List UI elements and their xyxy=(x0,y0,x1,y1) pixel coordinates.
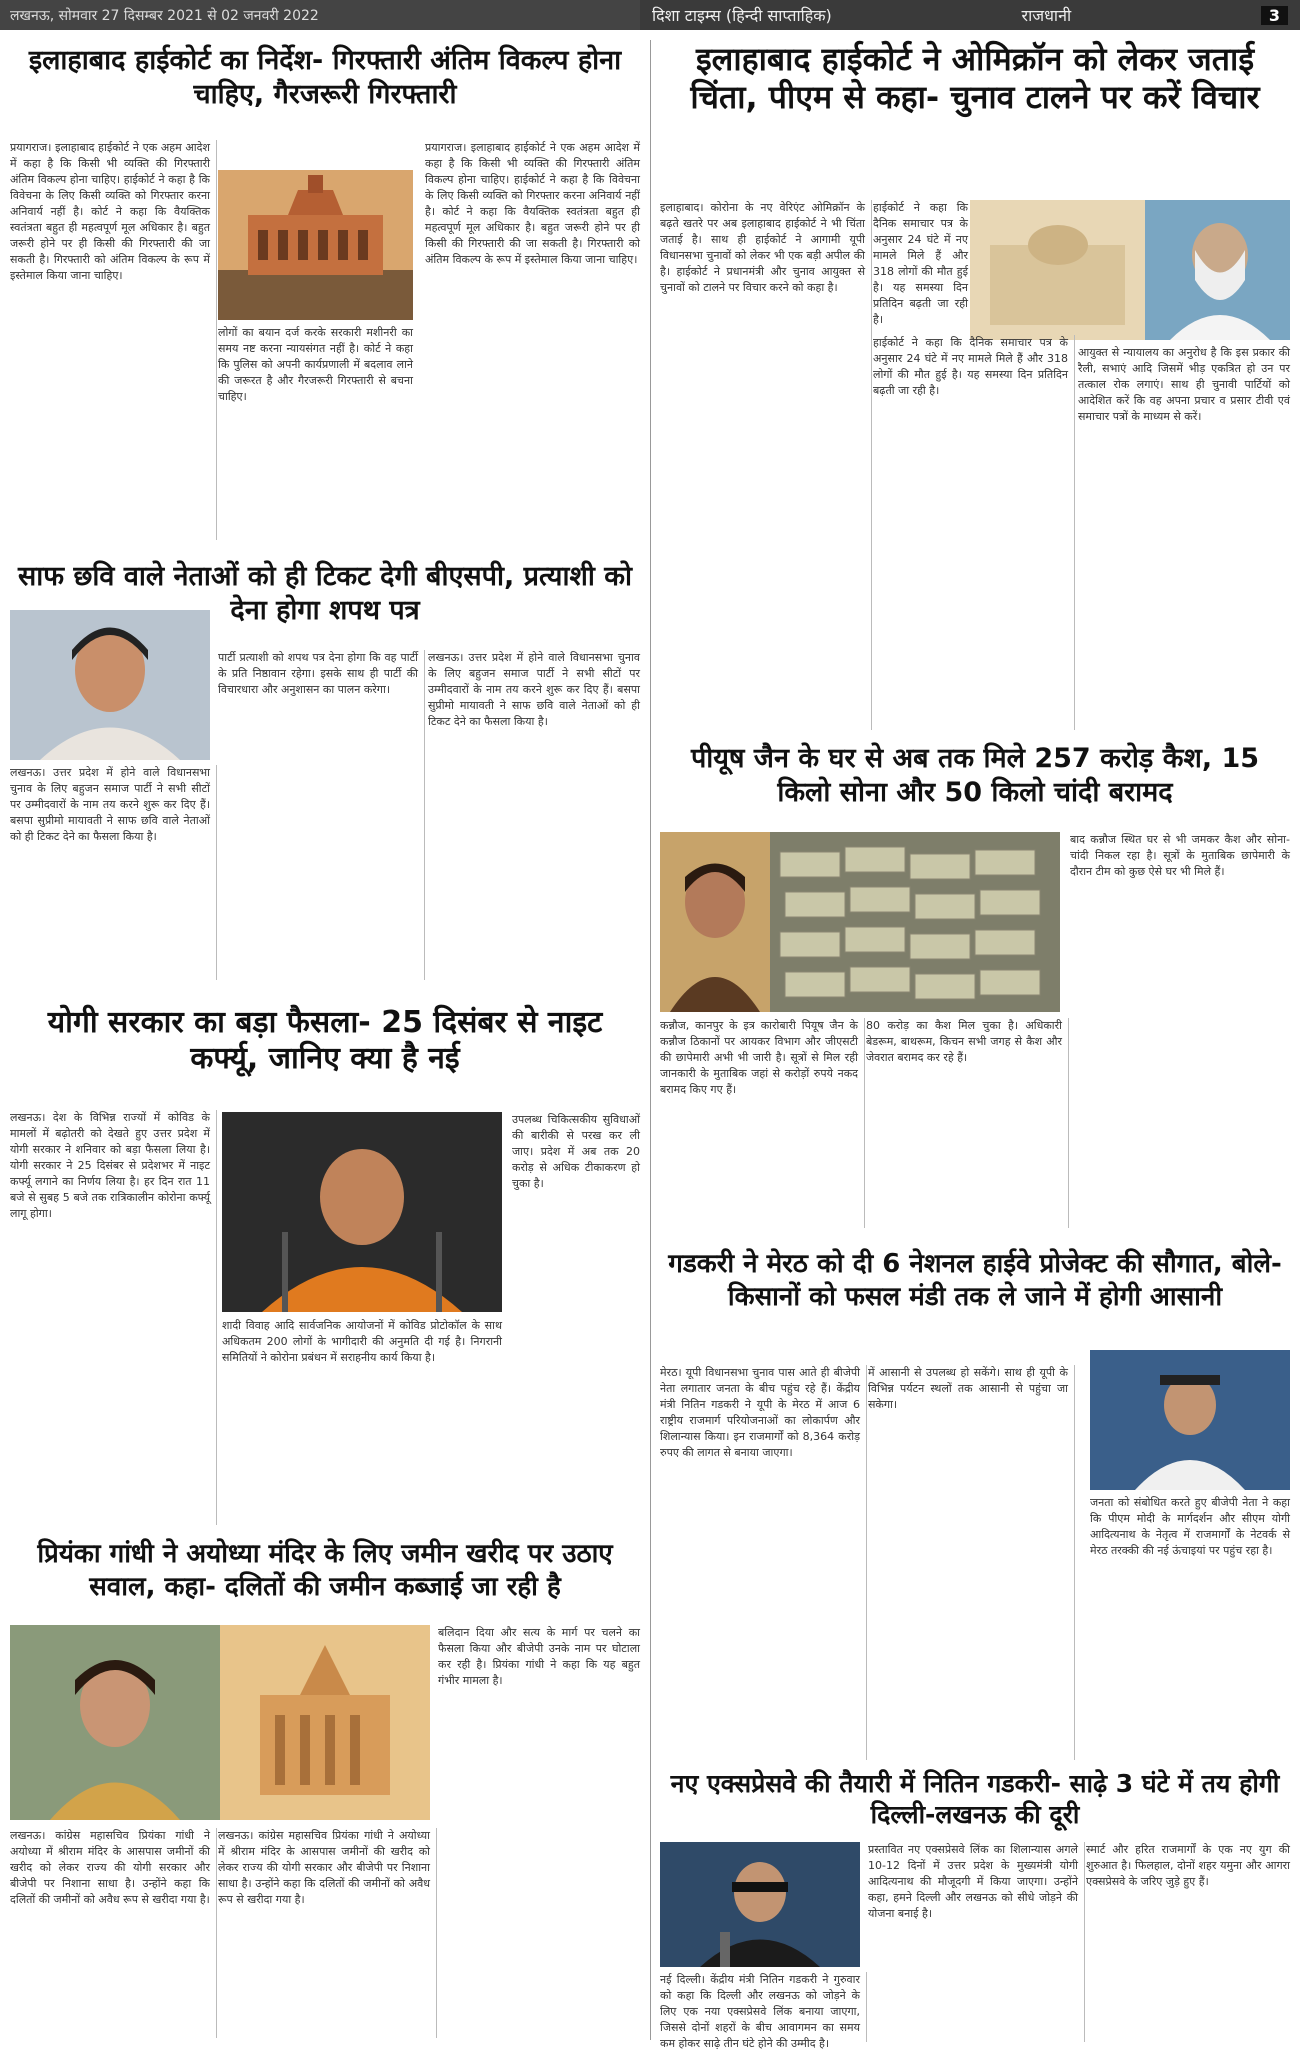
article-7-body-2: लखनऊ। कांग्रेस महासचिव प्रियंका गांधी ने अयोध्या में श्रीराम मंदिर के आसपास जमीनों की खरीद को लेकर राज्य की योगी सरकार और बीजेपी पर निशाना साधा है। उन्होंने कहा कि दलितों की जमीनों को अवैध रूप से खरीदा गया है। xyxy=(218,1828,437,2038)
gadkari-speech-image xyxy=(1090,1350,1290,1490)
article-4 xyxy=(660,742,1290,810)
article-6-body-3: जनता को संबोधित करते हुए बीजेपी नेता ने कहा कि पीएम मोदी के मार्गदर्शन और सीएम योगी आदित्यनाथ के नेतृत्व में राजमार्गों के नेटवर्क से मेरठ तरक्की की नई ऊंचाइयां पर पहुंच रहा है। xyxy=(1090,1496,1290,1557)
article-7-body-3: बलिदान दिया और सत्य के मार्ग पर चलने का फैसला किया और बीजेपी उनके नाम पर घोटाला कर रही है। प्रियंका गांधी ने कहा कि यह बहुत गंभीर मामला है। xyxy=(438,1626,640,1687)
article-2-body-4: आयुक्त से न्यायालय का अनुरोध है कि इस प्रकार की रैली, सभाएं आदि जिसमें भीड़ एकत्रित हो उन पर तत्काल रोक लगाएं। साथ ही चुनावी पार्टियों को आदेशित करें कि वह अपना प्रचार व प्रसार टीवी एवं समाचार पत्रों के माध्यम से करें। xyxy=(1078,346,1290,423)
masthead-date-bar xyxy=(0,0,640,30)
article-5-body-2: शादी विवाह आदि सार्वजनिक आयोजनों में कोविड प्रोटोकॉल के साथ अधिकतम 200 लोगों के भागीदारी की अनुमति दी गई है। निगरानी समितियों ने कोरोना प्रबंधन में सराहनीय कार्य किया है। xyxy=(222,1319,502,1364)
article-7-photo xyxy=(10,1625,430,1820)
article-6-photo xyxy=(1090,1350,1290,1490)
paper-name: दिशा टाइम्स (हिन्दी साप्ताहिक) xyxy=(652,6,832,25)
article-6-body-2: में आसानी से उपलब्ध हो सकेंगे। साथ ही यूपी के विभिन्न पर्यटन स्थलों तक आसानी से पहुंचा जा सकेगा। xyxy=(868,1365,1075,1760)
masthead-date: लखनऊ, सोमवार 27 दिसम्बर 2021 से 02 जनवरी 2022 xyxy=(10,8,319,24)
article-8-body: नई दिल्ली। केंद्रीय मंत्री नितिन गडकरी ने गुरुवार को कहा कि दिल्ली और लखनऊ को जोड़ने के लिए एक नया एक्सप्रेसवे लिंक बनाया जाएगा, जिससे दोनों शहरों के बीच आवागमन का समय कम होकर साढ़े तीन घंटे होने की उम्मीद है। xyxy=(660,1972,867,2042)
article-4-headline: पीयूष जैन के घर से अब तक मिले 257 करोड़ कैश, 15 किलो सोना और 50 किलो चांदी बरामद xyxy=(690,743,1260,808)
article-6 xyxy=(660,1248,1290,1313)
article-1-headline: इलाहाबाद हाईकोर्ट का निर्देश- गिरफ्तारी अंतिम विकल्प होना चाहिए, गैरजरूरी गिरफ्तारी xyxy=(28,45,622,110)
page-number: 3 xyxy=(1261,6,1288,25)
column-separator xyxy=(650,40,651,2040)
article-2 xyxy=(660,40,1290,117)
article-3-body-3: लखनऊ। उत्तर प्रदेश में होने वाले विधानसभा चुनाव के लिए बहुजन समाज पार्टी ने सभी सीटों पर उम्मीदवारों के नाम तय करने शुरू कर दिए हैं। बसपा सुप्रीमो मायावती ने साफ छवि वाले नेताओं को ही टिकट देने का फैसला किया है। xyxy=(428,651,640,728)
article-5-photo xyxy=(222,1112,502,1312)
article-7-body: लखनऊ। कांग्रेस महासचिव प्रियंका गांधी ने अयोध्या में श्रीराम मंदिर के आसपास जमीनों की खरीद को लेकर राज्य की योगी सरकार और बीजेपी पर निशाना साधा है। उन्होंने कहा कि दलितों की जमीनों को अवैध रूप से खरीदा गया है। xyxy=(10,1828,217,2038)
pm-and-court-image xyxy=(970,200,1290,340)
section-name: राजधानी xyxy=(1021,6,1072,25)
masthead-bar xyxy=(640,0,1300,30)
article-2-body: इलाहाबाद। कोरोना के नए वेरिएंट ओमिक्रॉन के बढ़ते खतरे पर अब इलाहाबाद हाईकोर्ट ने भी चिंता जताई है। साथ ही हाईकोर्ट ने आगामी यूपी विधानसभा चुनावों को लेकर भी एक बड़ी अपील की है। हाईकोर्ट ने प्रधानमंत्री और चुनाव आयुक्त से चुनावों को टालने पर विचार करने को कहा है। xyxy=(660,200,872,730)
article-1-body-2: लोगों का बयान दर्ज करके सरकारी मशीनरी का समय नष्ट करना न्यायसंगत नहीं है। कोर्ट ने कहा कि पुलिस को अपनी कार्यप्रणाली में बदलाव लाने की जरूरत है और गैरजरूरी गिरफ्तारी से बचना चाहिए। xyxy=(218,326,413,403)
article-2-headline: इलाहाबाद हाईकोर्ट ने ओमिक्रॉन को लेकर जताई चिंता, पीएम से कहा- चुनाव टालने पर करें विचार xyxy=(690,40,1260,117)
gadkari-portrait-image xyxy=(660,1842,860,1967)
article-1-photo xyxy=(218,170,413,320)
article-3-body-2: पार्टी प्रत्याशी को शपथ पत्र देना होगा कि वह पार्टी के प्रति निष्ठावान रहेगा। इसके साथ ही पार्टी की विचारधारा और अनुशासन का पालन करेगा। xyxy=(218,650,425,980)
article-8-headline: नए एक्सप्रेसवे की तैयारी में नितिन गडकरी- साढ़े 3 घंटे में तय होगी दिल्ली-लखनऊ की दूरी xyxy=(670,1769,1280,1830)
article-3-body: लखनऊ। उत्तर प्रदेश में होने वाले विधानसभा चुनाव के लिए बहुजन समाज पार्टी ने सभी सीटों पर उम्मीदवारों के नाम तय करने शुरू कर दिए हैं। बसपा सुप्रीमो मायावती ने साफ छवि वाले नेताओं को ही टिकट देने का फैसला किया है। xyxy=(10,765,217,980)
article-1 xyxy=(10,44,640,112)
article-5-body-3: उपलब्ध चिकित्सकीय सुविधाओं की बारीकी से परख कर ली जाए। प्रदेश में अब तक 20 करोड़ से अधिक टीकाकरण हो चुका है। xyxy=(512,1113,640,1190)
piyush-jain-cash-image xyxy=(660,832,1060,1012)
yogi-adityanath-image xyxy=(222,1112,502,1312)
article-6-body: मेरठ। यूपी विधानसभा चुनाव पास आते ही बीजेपी नेता लगातार जनता के बीच पहुंच रहे हैं। केंद्रीय मंत्री नितिन गडकरी ने यूपी के मेरठ में आज 6 राष्ट्रीय राजमार्ग परियोजनाओं का लोकार्पण और शिलान्यास किया। इन राजमार्गों को 8,364 करोड़ रुपए की लागत से बनाया जाएगा। xyxy=(660,1365,867,1760)
mayawati-portrait-image xyxy=(10,610,210,760)
article-2-photo xyxy=(970,200,1290,340)
article-8 xyxy=(660,1768,1290,1831)
article-1-body-3: प्रयागराज। इलाहाबाद हाईकोर्ट ने एक अहम आदेश में कहा है कि किसी भी व्यक्ति की गिरफ्तारी अंतिम विकल्प होना चाहिए। हाईकोर्ट ने कहा है कि विवेचना के लिए किसी व्यक्ति को गिरफ्तार करना अनिवार्य नहीं है। कोर्ट ने कहा कि वैयक्तिक स्वतंत्रता बहुत ही महत्वपूर्ण मूल अधिकार है। बहुत जरूरी होने पर ही किसी की गिरफ्तारी की जा सकती है। गिरफ्तारी को अंतिम विकल्प के रूप में इस्तेमाल किया जाना चाहिए। xyxy=(425,141,640,266)
priyanka-ayodhya-image xyxy=(10,1625,430,1820)
high-court-building-image xyxy=(218,170,413,320)
article-5-headline: योगी सरकार का बड़ा फैसला- 25 दिसंबर से नाइट कर्फ्यू, जानिए क्या है नई xyxy=(47,1005,603,1076)
article-2-body-2: हाईकोर्ट ने कहा कि दैनिक समाचार पत्र के अनुसार 24 घंटे में नए मामले मिले हैं और 318 लोगों की मौत हुई है। यह समस्या दिन प्रतिदिन बढ़ती जा रही है। xyxy=(873,201,968,326)
article-8-body-3: स्मार्ट और हरित राजमार्गों के एक नए युग की शुरुआत है। फिलहाल, दोनों शहर यमुना और आगरा एक्सप्रेसवे के जरिए जुड़े हुए हैं। xyxy=(1086,1843,1290,1888)
article-4-body: कन्नौज, कानपुर के इत्र कारोबारी पियूष जैन के कन्नौज ठिकानों पर आयकर विभाग और जीएसटी की छापेमारी अभी भी जारी है। सूत्रों से मिल रही जानकारी के मुताबिक जहां से करोड़ों रुपये नकद बरामद किए गए हैं। xyxy=(660,1018,865,1228)
article-6-headline: गडकरी ने मेरठ को दी 6 नेशनल हाईवे प्रोजेक्ट की सौगात, बोले- किसानों को फसल मंडी तक ले जाने में होगी आसानी xyxy=(668,1249,1282,1312)
article-5-body: लखनऊ। देश के विभिन्न राज्यों में कोविड के मामलों में बढ़ोतरी को देखते हुए उत्तर प्रदेश में योगी सरकार ने शनिवार को बड़ा फैसला लिया है। योगी सरकार ने 25 दिसंबर से प्रदेशभर में नाइट कर्फ्यू लगाने का निर्णय लिया है। हर दिन रात 11 बजे से सुबह 5 बजे तक रात्रिकालीन कोरोना कर्फ्यू लागू होगा। xyxy=(10,1110,217,1525)
article-5 xyxy=(10,1005,640,1077)
article-3-photo xyxy=(10,610,210,760)
article-1-body: प्रयागराज। इलाहाबाद हाईकोर्ट ने एक अहम आदेश में कहा है कि किसी भी व्यक्ति की गिरफ्तारी अंतिम विकल्प होना चाहिए। हाईकोर्ट ने कहा है कि विवेचना के लिए किसी व्यक्ति को गिरफ्तार करना अनिवार्य नहीं है। कोर्ट ने कहा कि वैयक्तिक स्वतंत्रता बहुत ही महत्वपूर्ण मूल अधिकार है। बहुत जरूरी होने पर ही किसी की गिरफ्तारी की जा सकती है। गिरफ्तारी को अंतिम विकल्प के रूप में इस्तेमाल किया जाना चाहिए। xyxy=(10,140,217,540)
article-8-body-2: प्रस्तावित नए एक्सप्रेसवे लिंक का शिलान्यास अगले 10-12 दिनों में उत्तर प्रदेश के मुख्यमंत्री योगी आदित्यनाथ की मौजूदगी में किया जाएगा। उन्होंने कहा, हमने दिल्ली और लखनऊ को सीधे जोड़ने की योजना बनाई है। xyxy=(868,1842,1085,2042)
article-4-body-2: 80 करोड़ का कैश मिल चुका है। अधिकारी बेडरूम, बाथरूम, किचन सभी जगह से कैश और जेवरात बरामद कर रहे हैं। xyxy=(866,1018,1069,1228)
article-2-body-3: हाईकोर्ट ने कहा कि दैनिक समाचार पत्र के अनुसार 24 घंटे में नए मामले मिले हैं और 318 लोगों की मौत हुई है। यह समस्या दिन प्रतिदिन बढ़ती जा रही है। xyxy=(873,335,1075,730)
article-7-headline: प्रियंका गांधी ने अयोध्या मंदिर के लिए जमीन खरीद पर उठाए सवाल, कहा- दलितों की जमीन कब्जाई जा रही है xyxy=(37,1539,613,1602)
article-3-headline: साफ छवि वाले नेताओं को ही टिकट देगी बीएसपी, प्रत्याशी को देना होगा शपथ पत्र xyxy=(18,561,632,626)
article-7 xyxy=(10,1538,640,1603)
article-4-photo xyxy=(660,832,1060,1012)
article-8-photo xyxy=(660,1842,860,1967)
article-4-body-3: बाद कन्नौज स्थित घर से भी जमकर कैश और सोना-चांदी निकल रहा है। सूत्रों के मुताबिक छापेमारी के दौरान टीम को कुछ ऐसे घर भी मिले हैं। xyxy=(1070,833,1290,878)
